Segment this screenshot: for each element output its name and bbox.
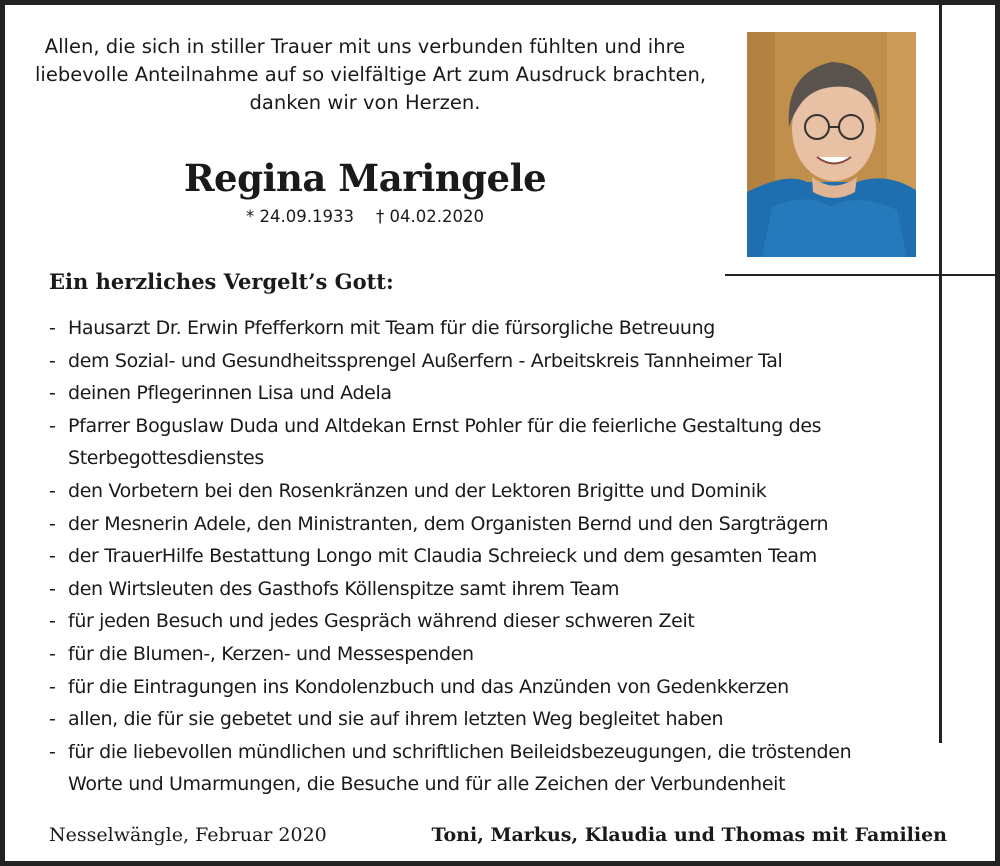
list-item <box>47 475 907 508</box>
birth-date: * 24.09.1933 <box>246 207 354 226</box>
thanks-list <box>47 312 907 801</box>
list-item <box>47 377 907 410</box>
list-item-text: - für die Blumen-, Kerzen- und Messespenden <box>68 642 474 665</box>
list-item <box>47 703 907 736</box>
list-item-text: - den Wirtsleuten des Gasthofs Köllenspitze samt ihrem Team <box>68 577 620 600</box>
list-item-text: - der TrauerHilfe Bestattung Longo mit Claudia Schreieck und dem gesamten Team <box>68 545 817 568</box>
list-item-text: - dem Sozial- und Gesundheitssprengel Außerfern - Arbeitskreis Tannheimer Tal <box>68 349 783 372</box>
intro-text <box>35 33 707 117</box>
list-item <box>47 410 907 475</box>
list-item <box>47 573 907 606</box>
list-item-text: - deinen Pflegerinnen Lisa und Adela <box>68 382 392 405</box>
list-item <box>47 638 907 671</box>
list-item <box>47 736 907 801</box>
cross-vertical-line <box>939 5 942 743</box>
intro-line: Allen, die sich in stiller Trauer mit uns verbunden fühlten und ihre <box>44 35 686 58</box>
list-item <box>47 508 907 541</box>
list-item-text: - für die Eintragungen ins Kondolenzbuch und das Anzünden von Gedenkkerzen <box>68 675 789 698</box>
list-item <box>47 540 907 573</box>
portrait-photo <box>747 32 916 257</box>
intro-line: danken wir von Herzen. <box>249 91 481 114</box>
list-item-text: - den Vorbetern bei den Rosenkränzen und der Lektoren Brigitte und Dominik <box>68 479 767 502</box>
list-item <box>47 312 907 345</box>
list-item-text: - Pfarrer Boguslaw Duda und Altdekan Ernst Pohler für die feierliche Gestaltung des <box>68 414 822 437</box>
signatories: Toni, Markus, Klaudia und Thomas mit Familien <box>431 824 947 846</box>
list-item-text-continued: Sterbegottesdienstes <box>68 447 264 470</box>
list-item-text: - Hausarzt Dr. Erwin Pfefferkorn mit Team für die fürsorgliche Betreuung <box>68 317 716 339</box>
list-item-text: - für jeden Besuch und jedes Gespräch während dieser schweren Zeit <box>68 610 695 633</box>
deceased-name: Regina Maringele <box>183 156 547 200</box>
list-item-text: - der Mesnerin Adele, den Ministranten, dem Organisten Bernd und den Sargträgern <box>68 512 829 535</box>
list-item <box>47 605 907 638</box>
list-item-text: - allen, die für sie gebetet und sie auf ihrem letzten Weg begleitet haben <box>68 708 724 731</box>
list-item <box>47 345 907 378</box>
portrait-illustration <box>747 32 916 257</box>
life-dates <box>45 205 685 229</box>
list-item <box>47 671 907 704</box>
death-date: † 04.02.2020 <box>376 207 484 226</box>
intro-line: liebevolle Anteilnahme auf so vielfältige Art zum Ausdruck brachten, <box>35 63 707 86</box>
list-item-text-continued: Worte und Umarmungen, die Besuche und für alle Zeichen der Verbundenheit <box>68 773 786 796</box>
place-and-date: Nesselwängle, Februar 2020 <box>49 824 327 846</box>
thanks-heading: Ein herzliches Vergelt’s Gott: <box>49 269 394 294</box>
list-item-text: - für die liebevollen mündlichen und schriftlichen Beileidsbezeugungen, die tröstenden <box>68 740 852 763</box>
cross-horizontal-line <box>725 274 1000 276</box>
